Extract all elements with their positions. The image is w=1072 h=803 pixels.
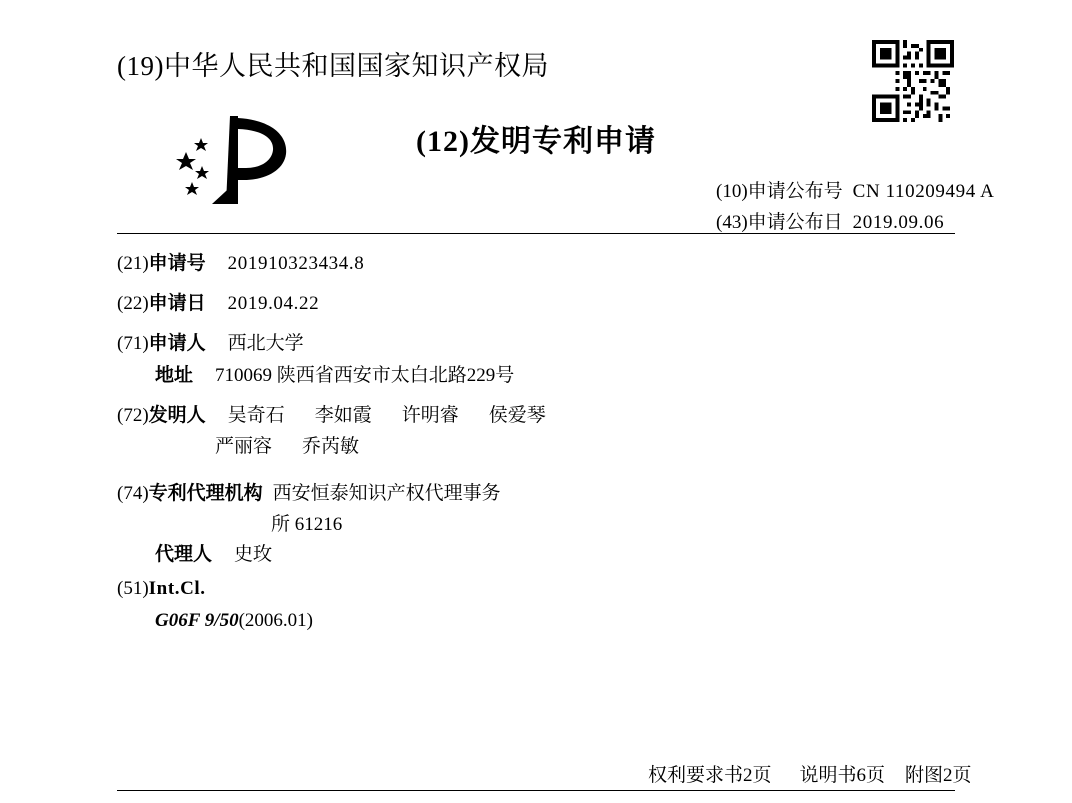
inventor-name: 许明睿 [401, 405, 459, 426]
agency-value-line2: 所 61216 [271, 514, 343, 535]
agency-value: 西安恒泰知识产权代理事务 [272, 483, 501, 504]
office-line [117, 44, 549, 83]
office-code: (19) [117, 51, 164, 81]
qr-code-icon [872, 40, 954, 122]
inventor-field [117, 400, 546, 427]
footer-divider [117, 790, 955, 791]
application-number-code: (21) [117, 253, 149, 274]
application-date-code: (22) [117, 293, 149, 314]
int-cl-version: (2006.01) [238, 610, 313, 631]
inventor-label: 发明人 [148, 405, 206, 426]
applicant-value: 西北大学 [227, 333, 304, 354]
application-number-field [117, 248, 364, 275]
inventor-field-line2 [215, 431, 359, 458]
applicant-label: 申请人 [148, 333, 206, 354]
inventor-code: (72) [117, 405, 149, 426]
page-count-footer [648, 760, 972, 787]
int-cl-code: (51) [117, 578, 149, 599]
address-field [155, 360, 514, 387]
document-type [0, 116, 1072, 160]
header-divider [117, 233, 955, 234]
publication-date-value: 2019.09.06 [852, 212, 945, 233]
application-number-label: 申请号 [148, 253, 206, 274]
inventor-name: 李如霞 [314, 405, 372, 426]
application-date-value: 2019.04.22 [227, 293, 320, 314]
publication-number [716, 176, 994, 203]
inventor-name: 严丽容 [215, 436, 273, 457]
inventor-name: 吴奇石 [227, 405, 285, 426]
inventor-name: 侯爱琴 [488, 405, 546, 426]
publication-number-code: (10) [716, 181, 748, 202]
agency-field [117, 478, 501, 505]
inventor-name: 乔芮敏 [302, 436, 360, 457]
drawings-page-count: 附图2页 [905, 765, 972, 786]
applicant-field [117, 328, 304, 355]
applicant-code: (71) [117, 333, 149, 354]
description-page-count: 说明书6页 [799, 765, 886, 786]
publication-number-label: 申请公布号 [747, 181, 843, 202]
application-date-field [117, 288, 319, 315]
agent-value: 史玫 [234, 544, 273, 565]
document-type-code: (12) [416, 125, 470, 158]
int-cl-label: Int.Cl. [148, 578, 206, 599]
address-value: 710069 陕西省西安市太白北路229号 [215, 365, 515, 386]
document-type-name: 发明专利申请 [469, 125, 656, 158]
office-name: 中华人民共和国国家知识产权局 [163, 51, 549, 81]
agency-code: (74) [117, 483, 149, 504]
int-cl-symbol-line [155, 610, 313, 632]
publication-date-label: 申请公布日 [747, 212, 843, 233]
application-number-value: 201910323434.8 [227, 253, 365, 274]
agent-field [155, 539, 272, 566]
application-date-label: 申请日 [148, 293, 206, 314]
publication-date [716, 207, 944, 234]
publication-date-code: (43) [716, 212, 748, 233]
publication-number-value: CN 110209494 A [852, 181, 995, 202]
int-cl-field [117, 578, 206, 600]
address-label: 地址 [155, 365, 194, 386]
agency-field-line2 [271, 509, 342, 536]
agent-label: 代理人 [155, 544, 213, 565]
claims-page-count: 权利要求书2页 [648, 765, 772, 786]
int-cl-symbol: G06F 9/50 [155, 610, 239, 631]
agency-label: 专利代理机构 [148, 483, 263, 504]
